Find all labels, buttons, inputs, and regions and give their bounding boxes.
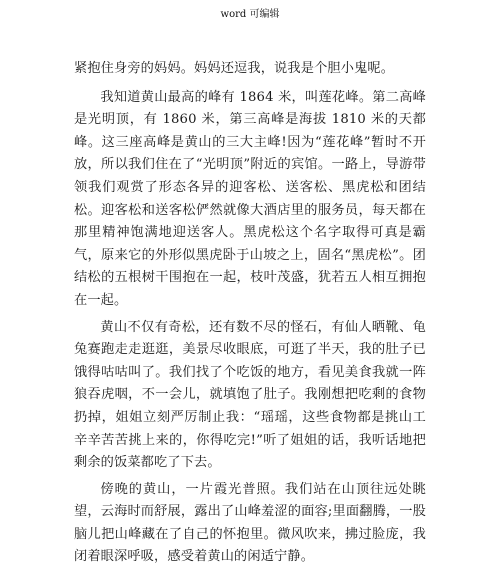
paragraph-evening-view: 傍晚的黄山，一片霞光普照。我们站在山顶往远处眺望，云海时而舒展，露出了山峰羞涩的面容;里面翻腾，一股脑儿把山峰藏在了自己的怀抱里。微风吹来，拂过脸庞，我闭着眼深呼吸，感受着黄山的闲适宁静。	[74, 481, 426, 565]
paragraph-peaks-and-pines: 我知道黄山最高的峰有 1864 米，叫莲花峰。第二高峰是光明顶，有 1860 米，第三高峰是海拔 1810 米的天都峰。这三座高峰是黄山的三大主峰!因为“莲花峰”暂时不开放，所以我们住在了“光明顶”附近的宾馆。一路上，导游带领我们观赏了形态各异的迎客松、送客松、黑虎松和团结松。迎客松和送客松俨然就像大酒店里的服务员，每天都在那里精神饱满地迎送客人。黑虎松这个名字取得可真是霸气，原来它的外形似黑虎卧于山坡之上，固名“黑虎松”。团结松的五根树干围抱在一起，枝叶茂盛，犹若五人相互拥抱在一起。	[74, 89, 426, 308]
document-body	[74, 58, 426, 569]
paragraph-rocks-and-meal: 黄山不仅有奇松，还有数不尽的怪石，有仙人晒靴、龟兔赛跑走走逛逛，美景尽收眼底，可逛了半天，我的肚子已饿得咕咕叫了。我们找了个吃饭的地方，看见美食我就一阵狼吞虎咽，不一会儿，就填饱了肚子。我刚想把吃剩的食物扔掉，姐姐立刻严厉制止我：“瑶瑶，这些食物都是挑山工辛辛苦苦挑上来的，你得吃完!”听了姐姐的话，我听话地把剩余的饭菜都吃了下去。	[74, 319, 426, 471]
paragraph-continuation: 紧抱住身旁的妈妈。妈妈还逗我，说我是个胆小鬼呢。	[74, 61, 395, 76]
page-header: word 可编辑	[220, 9, 280, 20]
